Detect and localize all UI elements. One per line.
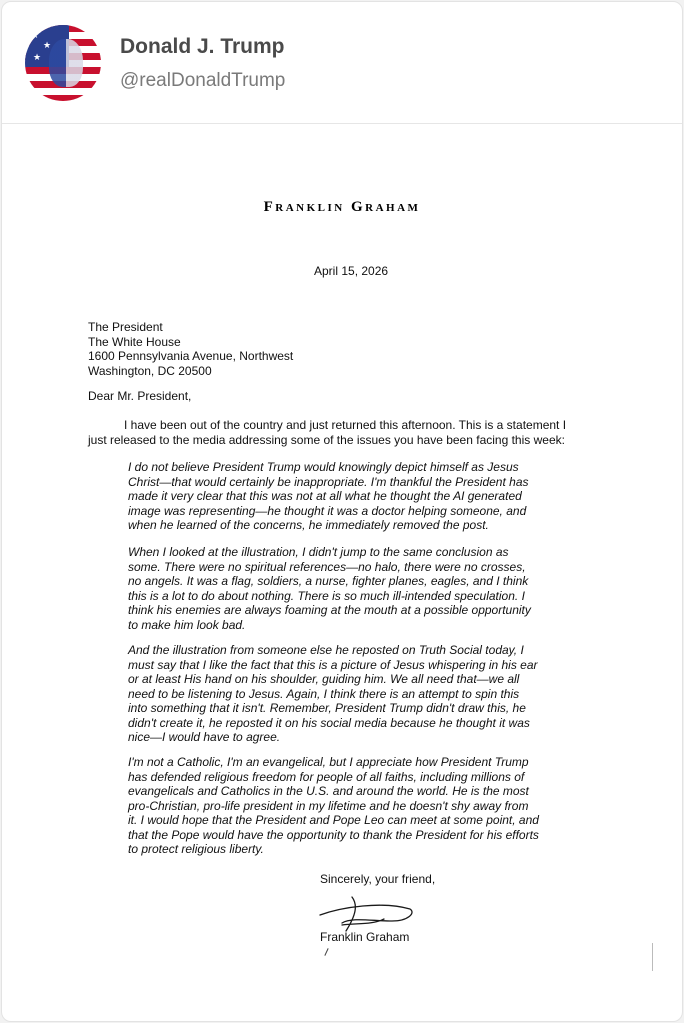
quote-line: need to be listening to Jesus. Again, I think there is an attempt to spin this xyxy=(128,686,520,701)
quote-line: Christ—that would certainly be inappropriate. I'm thankful the President has xyxy=(128,474,529,489)
quote-line: some. There were no spiritual references—no halo, there were no crosses, xyxy=(128,559,526,574)
pen-mark xyxy=(324,948,328,956)
quote-line: image was representing—he thought it was a doctor helping someone, and xyxy=(128,503,527,518)
quote-line: made it very clear that this was not at all what he thought the AI generated xyxy=(128,489,522,503)
address-line: 1600 Pennsylvania Avenue, Northwest xyxy=(88,349,294,363)
quote-line: didn't create it, he reposted it on his social media because he thought it was xyxy=(128,715,530,730)
salutation: Dear Mr. President, xyxy=(88,389,192,403)
letterhead xyxy=(2,195,682,222)
quote-paragraph xyxy=(128,643,548,745)
address-line: Washington, DC 20500 xyxy=(88,363,212,378)
intro-line: I have been out of the country and just returned this afternoon. This is a statement I xyxy=(124,418,567,432)
letter-date: April 15, 2026 xyxy=(314,264,389,278)
quote-line: to make him look bad. xyxy=(128,617,246,632)
signer-name: Franklin Graham xyxy=(320,930,410,944)
quote-line: nice—I would have to agree. xyxy=(128,730,281,744)
star-icon: ★ xyxy=(43,40,52,50)
scan-edge-mark xyxy=(652,943,653,971)
quote-paragraph xyxy=(128,460,548,533)
quote-line: think his enemies are always foaming at the mouth at a possible opportunity xyxy=(128,603,531,617)
quote-paragraph xyxy=(128,545,548,632)
recipient-address xyxy=(88,320,293,378)
quote-line: When I looked at the illustration, I didn't jump to the same conclusion as xyxy=(128,545,509,559)
quote-line: it. I would hope that the President and Pope Leo can meet at some point, and xyxy=(128,813,539,827)
author-name[interactable]: Donald J. Trump xyxy=(120,35,285,58)
quote-line: no angels. It was a flag, soldiers, a nurse, fighter planes, eagles, and I think xyxy=(128,574,529,588)
portrait-silhouette xyxy=(49,39,83,87)
closing: Sincerely, your friend, xyxy=(320,872,436,886)
quote-line: or at least His hand on his shoulder, guiding him. We all need that—we all xyxy=(128,672,520,686)
quote-line: to protect religious liberty. xyxy=(128,842,264,856)
quote-line: into something that it isn't. Remember, President Trump didn't draw this, he xyxy=(128,701,526,715)
avatar[interactable] xyxy=(25,25,101,101)
quote-line: I'm not a Catholic, I'm an evangelical, but I appreciate how President Trump xyxy=(128,755,529,769)
address-line: The White House xyxy=(88,334,181,349)
letterhead-text xyxy=(232,195,452,217)
intro-line: just released to the media addressing some of the issues you have been facing this week: xyxy=(88,432,565,447)
quote-paragraph xyxy=(128,755,548,857)
quote-line: has defended religious freedom for people of all faiths, including millions of xyxy=(128,769,525,784)
author-handle[interactable]: @realDonaldTrump xyxy=(120,70,286,91)
post-header xyxy=(2,2,682,124)
quote-line: evangelicals and Catholics in the U.S. and around the world. He is the most xyxy=(128,784,529,798)
star-icon: ★ xyxy=(31,30,40,40)
quote-line: when he learned of the concerns, he immediately removed the post. xyxy=(128,518,489,532)
quote-line: I do not believe President Trump would knowingly depict himself as Jesus xyxy=(128,460,519,474)
quote-line: that the Pope would have the opportunity to thank the President for his efforts xyxy=(128,827,539,842)
quote-line: pro-Christian, pro-life president in my lifetime and he doesn't shy away from xyxy=(128,798,529,813)
post-card xyxy=(1,1,683,1022)
svg-text:Franklin Graham: Franklin Graham xyxy=(263,199,421,215)
star-icon: ★ xyxy=(33,52,42,62)
quote-line: And the illustration from someone else he reposted on Truth Social today, I xyxy=(128,643,524,657)
letter-image xyxy=(2,125,682,1022)
quote-line: this is a lot to do about nothing. There is so much ill-intended speculation. I xyxy=(128,588,525,603)
intro-paragraph xyxy=(88,418,578,447)
address-line: The President xyxy=(88,320,163,334)
quote-line: must say that I like the fact that this is a picture of Jesus whispering in his ear xyxy=(128,657,538,672)
